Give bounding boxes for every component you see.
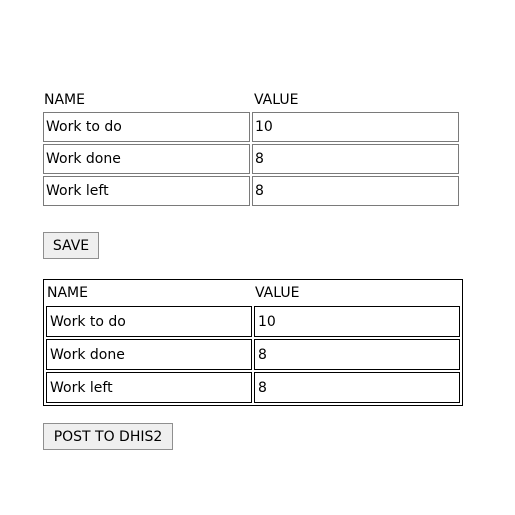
results-table-wrapper xyxy=(43,279,463,406)
table-cell-value: 8 xyxy=(254,372,460,403)
name-field-work-left[interactable] xyxy=(43,176,250,206)
table-header-row xyxy=(46,282,460,304)
name-field-work-to-do[interactable] xyxy=(43,112,250,142)
table-header-name: NAME xyxy=(47,285,88,301)
data-entry-form xyxy=(43,88,459,208)
table-cell-name: Work done xyxy=(46,339,252,370)
save-button[interactable]: SAVE xyxy=(43,232,99,259)
table-cell-value: 10 xyxy=(254,306,460,337)
results-table xyxy=(43,279,463,406)
table-cell-value: 8 xyxy=(254,339,460,370)
post-to-dhis2-button[interactable]: POST TO DHIS2 xyxy=(43,423,173,450)
name-field-work-done[interactable] xyxy=(43,144,250,174)
value-field-work-done[interactable] xyxy=(252,144,459,174)
table-row xyxy=(46,306,460,337)
value-field-work-to-do[interactable] xyxy=(252,112,459,142)
form-header-value: VALUE xyxy=(254,92,299,108)
table-row xyxy=(46,339,460,370)
form-row-work-left xyxy=(43,176,459,206)
form-row-work-to-do xyxy=(43,112,459,142)
table-cell-name: Work left xyxy=(46,372,252,403)
table-row xyxy=(46,372,460,403)
value-field-work-left[interactable] xyxy=(252,176,459,206)
table-cell-name: Work to do xyxy=(46,306,252,337)
form-row-work-done xyxy=(43,144,459,174)
form-header-name: NAME xyxy=(44,92,85,108)
form-header xyxy=(43,88,459,112)
table-header-value: VALUE xyxy=(255,285,300,301)
